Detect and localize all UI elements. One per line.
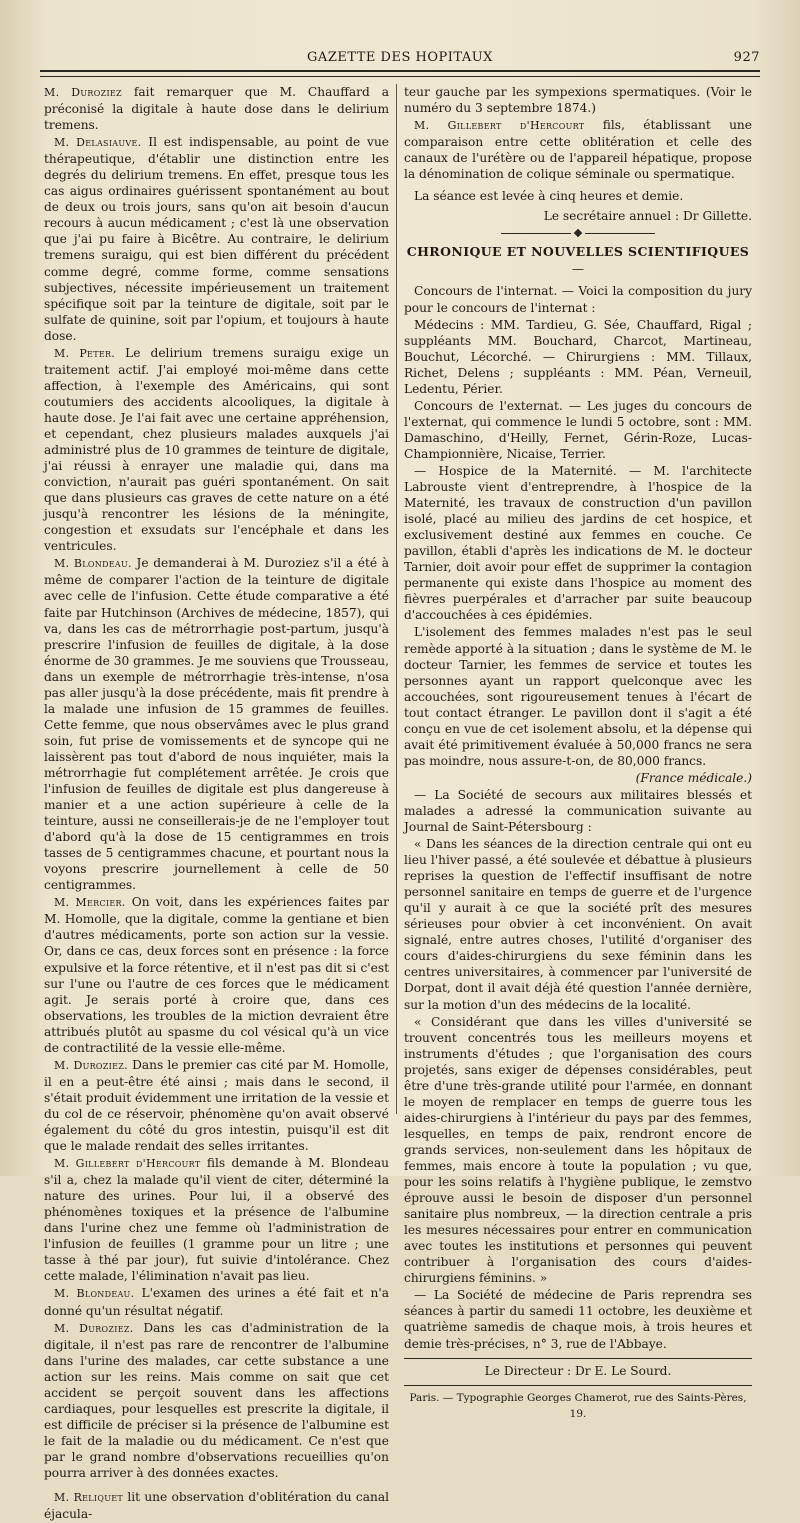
paragraph: M. Delasiauve. Il est indispensable, au point de vue thérapeutique, d'établir une distinction entre les degrés du delirium tremens. En effet, presque tous les cas aigus ordinaires guérissent spontanément au bout de deux ou trois jours, sans qu'on ait besoin d'aucun recours à aucun médicament ; c'est là une observation que j'ai pu faire à Bicêtre. Au contraire, le delirium tremens suraigu, qui est bien différent du précédent comme degré, comme forme, comme sensations subjectives, nécessite impérieusement un traitement spécifique soit par la teinture de digitale, soit par le sulfate de quinine, soit par l'opium, et toujours à haute dose.: [44, 135, 390, 343]
paragraph: La séance est levée à cinq heures et demie.: [414, 189, 684, 204]
paragraph: M. Duroziez. Dans les cas d'administration de la digitale, il n'est pas rare de rencontrer de l'albumine dans l'urine des malades, car cette substance a une action sur les reins. Mais comme on sait que cet accident se perçoit souvent dans les affections cardiaques, pour lesquelles est prescrite la digitale, il est difficile de préciser si la présence de l'albumine est le fait de la maladie ou du médicament. Ce n'est que par le grand nombre d'observations recueillies qu'on pourra arriver à des données exactes.: [44, 1320, 389, 1480]
paragraph: — La Société de secours aux militaires blessés et malades a adressé la communication suivante au Journal de Saint-Pétersbourg :: [404, 787, 752, 835]
ornament-divider: [404, 230, 752, 236]
paragraph: — La Société de médecine de Paris reprendra ses séances à partir du samedi 11 octobre, les deuxième et quatrième samedis de chaque mois, à trois heures et demie très-précises, n° 3, rue de l'Abbaye.: [404, 1288, 752, 1351]
source-credit: (France médicale.): [635, 770, 752, 785]
page-number: 927: [733, 50, 760, 65]
speaker: M. Peter.: [54, 346, 116, 360]
section-title: CHRONIQUE ET NOUVELLES SCIENTIFIQUES: [406, 244, 750, 260]
column-divider: [396, 84, 397, 1114]
speaker: M. Duroziez: [44, 86, 122, 99]
director-signature: Le Directeur : Dr E. Le Sourd.: [484, 1363, 672, 1378]
speaker: M. Mercier.: [54, 896, 126, 910]
speaker: M. Blondeau.: [54, 557, 132, 571]
left-column: [44, 84, 389, 1523]
paragraph: M. Peter. Le delirium tremens suraigu exige un traitement actif. J'ai employé moi-même dans cette affection, à l'exemple des Américains, qui sont coutumiers des accidents alcooliques, la digitale à haute dose. Je l'ai fait avec une certaine appréhension, et cependant, chez plusieurs malades auxquels j'ai administré plus de 10 grammes de teinture de digitale, j'ai réussi à enrayer une maladie qui, dans ma conviction, n'aurait pas guéri spontanément. On sait que dans plusieurs cas graves de cette nature on a été jusqu'à rencontrer les lésions de la méningite, congestion et exsudats sur l'encéphale et dans les ventricules.: [44, 345, 389, 554]
speaker: M. Duroziez.: [54, 1321, 134, 1335]
paragraph: M. Gillebert d'Hercourt fils, établissant une comparaison entre cette oblitération et celle des canaux de l'urétère ou de l'appareil hépatique, propose la dénomination de colique séminale ou spermatique.: [404, 118, 752, 182]
paragraph: L'isolement des femmes malades n'est pas le seul remède apporté à la situation ; dans le système de M. le docteur Tarnier, les femmes de service et toutes les personnes ayant un rapport quelconque avec les accouchées, sont rigoureusement tenues à l'écart de tout contact étranger. Le pavillon dont il s'agit a été conçu en vue de cet isolement absolu, et la dépense qui avait été primitivement évaluée à 50,000 francs ne sera pas moindre, nous assure-t-on, de 80,000 francs.: [404, 625, 752, 768]
speaker: M. Blondeau.: [54, 1287, 135, 1301]
paragraph: M. Gillebert d'Hercourt fils demande à M. Blondeau s'il a, chez la malade qu'il vient de citer, déterminé la nature des urines. Pour lui, il a observé des phénomènes toxiques et la présence de l'albumine dans l'urine chez une femme où l'administration de l'infusion de feuilles (1 gramme pour un litre ; une tasse à thé par jour), fut suivie d'intolérance. Chez cette malade, l'élimination n'avait pas lieu.: [44, 1156, 389, 1284]
paragraph: M. Duroziez fait remarquer que M. Chauffard a préconisé la digitale à haute dose dans le delirium tremens.: [44, 85, 389, 133]
speaker: M. Duroziez.: [54, 1058, 128, 1072]
speaker: M. Gillebert d'Hercourt: [414, 119, 585, 133]
paragraph: M. Duroziez. Dans le premier cas cité par M. Homolle, il en a peut-être été ainsi ; mais dans le second, il s'était produit évidemment une irritation de la vessie et du col de ce réservoir, phénomène qu'on avait observé également du côté du gros intestin, puisqu'il est dit que le malade rendait des selles irritantes.: [44, 1057, 389, 1154]
paragraph: teur gauche par les sympexions spermatiques. (Voir le numéro du 3 septembre 1874.): [404, 85, 752, 116]
speaker: M. Delasiauve.: [54, 136, 142, 150]
speaker: M. Gillebert d'Hercourt: [54, 1157, 201, 1171]
speaker: M. Reliquet: [54, 1491, 124, 1505]
paragraph: Concours de l'internat. — Voici la composition du jury pour le concours de l'internat :: [404, 284, 752, 315]
paragraph: M. Mercier. On voit, dans les expériences faites par M. Homolle, que la digitale, comme la gentiane et bien d'autres médicaments, porte son action sur la vessie. Or, dans ce cas, deux forces sont en présence : la force expulsive et la force rétentive, et il n'est pas dit si c'est sur l'une ou l'autre de ces forces que le médicament agit. Je serais porté à croire que, dans ces observations, les troubles de la miction devraient être attribués plutôt au spasme du col vésical qu'à un vice de contractilité de la vessie elle-même.: [44, 895, 389, 1055]
footer-rule: [404, 1385, 752, 1386]
paragraph: « Considérant que dans les villes d'université se trouvent concentrés tous les meilleurs moyens et instruments d'études ; que l'organisation des cours projetés, sans exiger de dépenses considérables, peut être d'une très-grande utilité pour l'armée, en donnant le moyen de remplacer en temps de guerre tous les aides-chirurgiens à l'intérieur du pays par des femmes, lesquelles, en temps de paix, rendront encore de grands services, non-seulement dans les hôpitaux de femmes, mais encore à toute la population ; vu que, pour les soins relatifs à l'hygiène publique, le zemstvo éprouve aussi le besoin de disposer d'un personnel sanitaire plus nombreux, — la direction centrale a pris les mesures nécessaires pour entrer en communication avec toutes les institutions et personnes qui peuvent contribuer à l'organisation des cours d'aides-chirurgiens féminins. »: [404, 1014, 752, 1286]
right-column: [404, 84, 752, 1423]
footer-rule: [404, 1358, 752, 1359]
paragraph: « Dans les séances de la direction centrale qui ont eu lieu l'hiver passé, a été soulevée et débattue à plusieurs reprises la question de l'effectif insuffisant de notre personnel sanitaire en temps de guerre et de l'urgence qu'il y aurait à ce que la société prît des mesures sérieuses pour obvier à cet inconvénient. On avait signalé, entre autres choses, l'utilité d'organiser des cours d'aides-chirurgiens du sexe féminin dans les centres universitaires, à commencer par l'université de Dorpat, dont il avait déjà été question l'année dernière, sur la motion d'un des médecins de la localité.: [404, 837, 752, 1012]
paragraph: — Hospice de la Maternité. — M. l'architecte Labrouste vient d'entreprendre, à l'hospice de la Maternité, les travaux de construction d'un pavillon isolé, placé au milieu des jardins de cet hospice, et exclusivement destiné aux femmes en couche. Ce pavillon, établi d'après les indications de M. le docteur Tarnier, doit avoir pour effet de supprimer la contagion permanente qui existe dans l'hospice au moment des fièvres puerpérales et d'arracher par suite beaucoup d'accouchées à ces épidémies.: [404, 463, 752, 623]
paragraph: Concours de l'externat. — Les juges du concours de l'externat, qui commence le lundi 5 octobre, sont : MM. Damaschino, d'Heilly, Fernet, Gérin-Roze, Lucas-Championnière, Nicaise, Terrier.: [404, 398, 752, 461]
page-header: [40, 48, 760, 70]
paragraph: M. Blondeau. L'examen des urines a été fait et n'a donné qu'un résultat négatif.: [44, 1286, 389, 1318]
header-rule: [40, 70, 760, 77]
paragraph: Médecins : MM. Tardieu, G. Sée, Chauffard, Rigal ; suppléants MM. Bouchard, Charcot, Martineau, Bouchut, Lécorché. — Chirurgiens : MM. Tillaux, Richet, Delens ; suppléants : MM. Péan, Verneuil, Ledentu, Périer.: [404, 317, 752, 396]
printer-imprint: Paris. — Typographie Georges Chamerot, rue des Saints-Pères, 19.: [409, 1391, 747, 1420]
journal-title: GAZETTE DES HOPITAUX: [307, 50, 493, 65]
paragraph: M. Reliquet lit une observation d'oblitération du canal éjacula-: [44, 1490, 389, 1522]
paragraph: M. Blondeau. Je demanderai à M. Duroziez s'il a été à même de comparer l'action de la teinture de digitale avec celle de l'infusion. Cette étude comparative a été faite par Hutchinson (Archives de médecine, 1857), qui va, dans les cas de métrorrhagie post-partum, jusqu'à prescrire l'infusion de feuilles de digitale, à la dose énorme de 30 grammes. Je me souviens que Trousseau, dans un exemple de métrorrhagie très-intense, n'osa pas aller jusqu'à la dose précédente, mais fit prendre à la malade une infusion de 15 grammes de feuilles. Cette femme, que nous observâmes avec le plus grand soin, fut prise de vomissements et de syncope qui ne laissèrent pas tout d'abord de nous inquiéter, mais la métrorrhagie fut complétement arrêtée. Je crois que l'infusion de feuilles de digitale est plus dangereuse à manier et a une action supérieure à celle de la teinture, aussi ne conseillerais-je de ne l'employer tout d'abord qu'à la dose de 15 centigrammes en trois tasses de 5 centigrammes chacune, et pourtant nous la voyons prescrire journellement à celle de 50 centigrammes.: [44, 556, 389, 893]
section-dash: —: [571, 262, 585, 277]
secretary-signature: Le secrétaire annuel : Dr Gillette.: [543, 209, 752, 224]
